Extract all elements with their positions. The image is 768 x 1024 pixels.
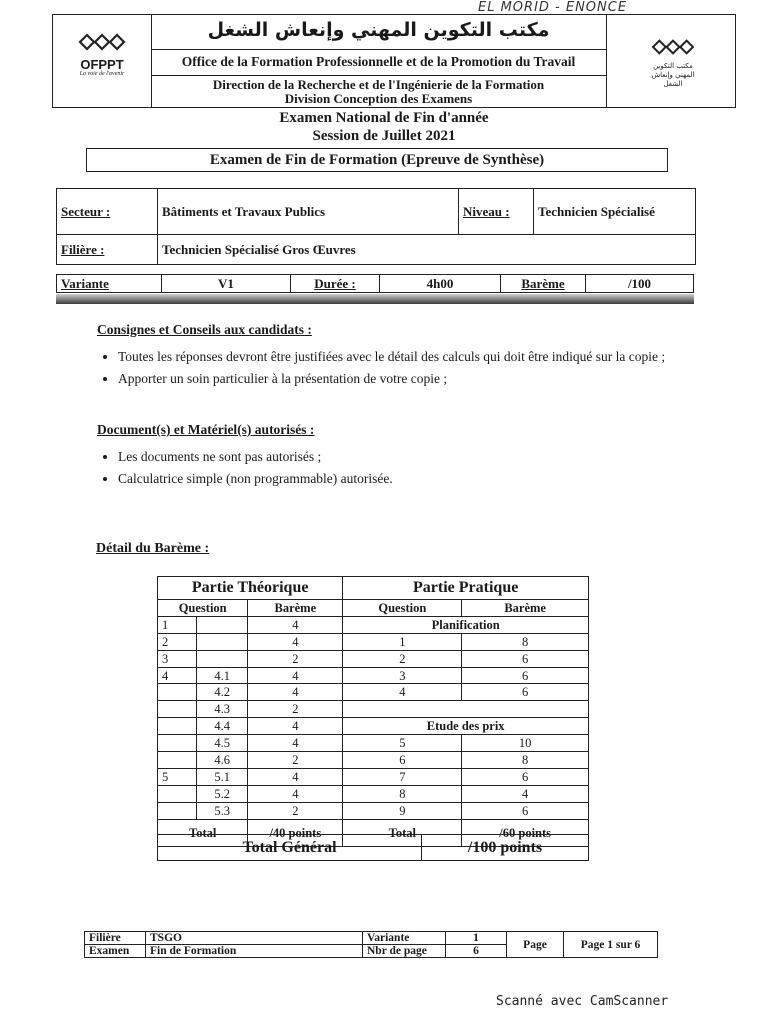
documents-title: Document(s) et Matériel(s) autorisés :: [97, 422, 315, 437]
footer-variante-label: Variante: [363, 932, 446, 945]
ofppt-emblem-icon: [650, 37, 696, 57]
total-pratique-value: /60 points: [462, 819, 589, 846]
table-row: 5 5.1 4 7 6: [158, 768, 589, 785]
total-theorique-label: Total: [158, 819, 248, 846]
footer-nbr-label: Nbr de page: [363, 945, 446, 958]
logo-tagline: La voie de l'avenir: [79, 71, 125, 77]
consignes-title: Consignes et Conseils aux candidats :: [97, 322, 312, 337]
footer-filiere-label: Filière: [85, 932, 146, 945]
document-item: • Calculatrice simple (non programmable) autorisée.: [118, 470, 688, 488]
footer-nbr-value: 6: [446, 945, 507, 958]
niveau-value: Technicien Spécialisé: [534, 189, 696, 235]
consigne-item: • Toutes les réponses devront être justifiées avec le détail des calculs qui doit être indiqué sur la copie ;: [118, 348, 688, 366]
bareme-value: /100: [586, 275, 694, 293]
division-line: Division Conception des Examens: [284, 91, 473, 106]
header-box: [52, 14, 736, 108]
right-logo-arabic: مكتب التكوين المهني وإنعاش الشغل: [651, 62, 695, 88]
planification-label: Planification: [343, 616, 589, 633]
total-general-value: /100 points: [422, 835, 589, 861]
exam-session: Session de Juillet 2021: [312, 128, 456, 144]
info-table: [56, 188, 696, 265]
bareme-detail-title: Détail du Barème :: [96, 541, 210, 556]
niveau-label: Niveau :: [463, 203, 510, 219]
document-item: • Les documents ne sont pas autorisés ;: [118, 448, 688, 466]
exam-type-box: Examen de Fin de Formation (Epreuve de Synthèse): [86, 148, 668, 172]
etude-des-prix-label: Etude des prix: [343, 718, 589, 735]
table-row: 4.3 2: [158, 701, 589, 718]
footer-examen-label: Examen: [85, 945, 146, 958]
col-bareme-pratique: Barème: [462, 600, 589, 617]
arabic-title: مكتب التكوين المهني وإنعاش الشغل: [207, 19, 550, 41]
bareme-label: Barème: [521, 275, 565, 291]
col-question-pratique: Question: [343, 600, 462, 617]
table-row: 4 4.1 4 3 6: [158, 667, 589, 684]
table-row: 5.2 4 8 4: [158, 785, 589, 802]
table-row: 4.6 2 6 8: [158, 752, 589, 769]
pratique-header: Partie Pratique: [343, 577, 589, 600]
table-row: 4.2 4 4 6: [158, 684, 589, 701]
total-theorique-value: /40 points: [248, 819, 343, 846]
footer-examen-value: Fin de Formation: [146, 945, 363, 958]
total-pratique-label: Total: [343, 819, 462, 846]
ofppt-logo-icon: [77, 31, 127, 53]
variante-label: Variante: [61, 275, 109, 291]
grading-table: [157, 576, 589, 847]
footer-table: [84, 931, 658, 958]
duree-label: Durée :: [314, 275, 356, 291]
variante-value: V1: [162, 275, 291, 293]
shaded-divider: [56, 294, 694, 304]
table-row: 4.5 4 5 10: [158, 735, 589, 752]
consignes-list: [98, 348, 688, 392]
table-row: 3 2 2 6: [158, 650, 589, 667]
handwritten-note: EL MORID - ENONCE: [478, 0, 628, 15]
documents-list: [98, 448, 688, 492]
total-general-table: [157, 834, 589, 861]
table-row: 4.4 4 Etude des prix: [158, 718, 589, 735]
office-line: Office de la Formation Professionnelle et de la Promotion du Travail: [181, 54, 576, 69]
exam-title: Examen National de Fin d'année: [279, 110, 489, 126]
table-row: 1 4 Planification: [158, 616, 589, 633]
table-row: 5.3 2 9 6: [158, 802, 589, 819]
filiere-value: Technicien Spécialisé Gros Œuvres: [158, 235, 696, 265]
ofppt-logo: [61, 31, 143, 77]
direction-line: Direction de la Recherche et de l'Ingénierie de la Formation: [212, 77, 545, 92]
footer-page-label: Page: [507, 932, 564, 958]
secteur-value: Bâtiments et Travaux Publics: [158, 189, 459, 235]
table-row: 2 4 1 8: [158, 633, 589, 650]
secteur-label: Secteur :: [61, 203, 111, 219]
col-question: Question: [158, 600, 248, 617]
filiere-label: Filière :: [61, 241, 105, 257]
footer-filiere-value: TSGO: [146, 932, 363, 945]
right-logo: [615, 37, 731, 89]
duree-value: 4h00: [380, 275, 501, 293]
scanner-watermark: Scanné avec CamScanner: [496, 994, 669, 1009]
col-bareme: Barème: [248, 600, 343, 617]
variant-bar: [56, 274, 694, 293]
total-general-label: Total Général: [158, 835, 422, 861]
theorique-header: Partie Théorique: [158, 577, 343, 600]
logo-text: OFPPT: [80, 57, 124, 72]
footer-variante-value: 1: [446, 932, 507, 945]
footer-page-value: Page 1 sur 6: [564, 932, 658, 958]
consigne-item: • Apporter un soin particulier à la présentation de votre copie ;: [118, 370, 688, 388]
